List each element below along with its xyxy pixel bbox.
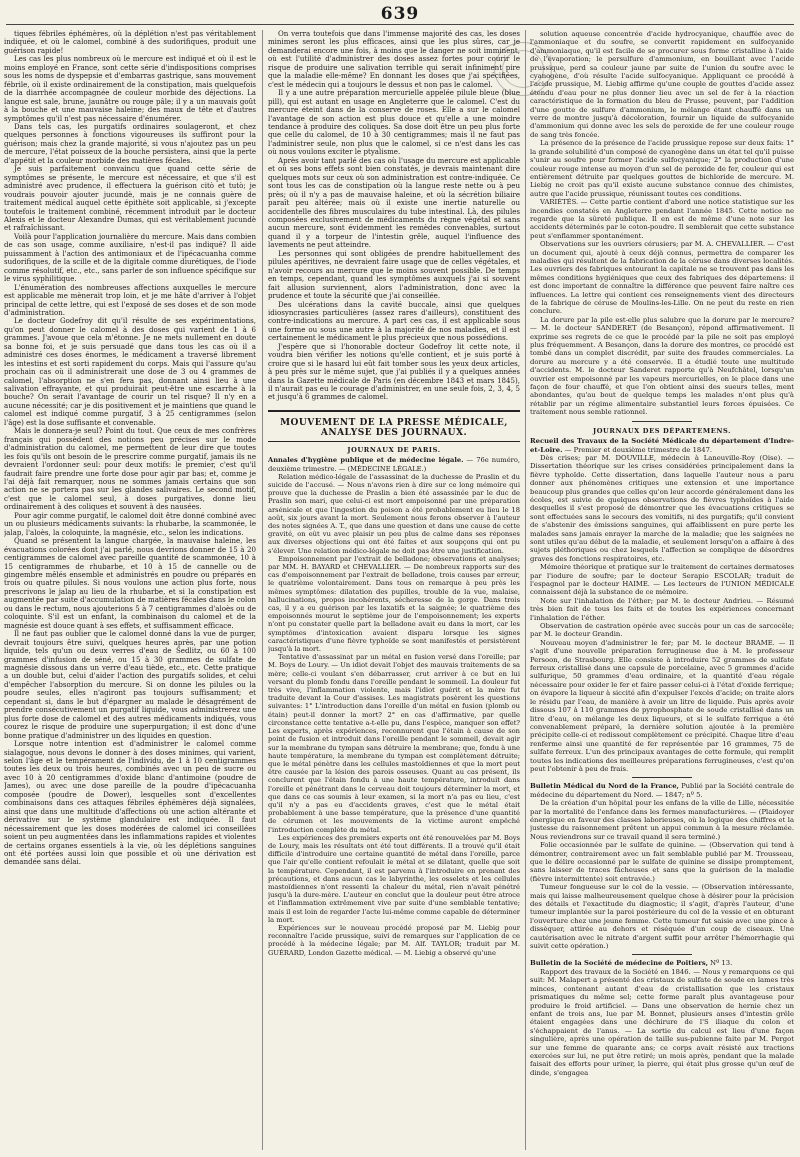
paragraph: solution aqueuse concentrée d'acide hydrocyanique, chauffée avec de l'ammoniaque et du soufre, se convertit rapidement en sulfocyanide d'ammoniaque, qu'il est facile de se procurer sous forme cristalline à l'aide de l'évaporation; le persulfure d'ammonium, en bouillant avec l'acide prussique, perd sa couleur jaune par suite de l'union du soufre avec le cyanogène, d'où résulte l'acide sulfocyanique. Appliquant ce procédé à l'acide prussique, M. Liebig affirme qu'une couple de gouttes d'acide assez étendu d'eau pour ne plus donner lieu avec un sel de fer à la réaction caractéristique de la formation du bleu de Prusse, peuvent, par l'addition d'une goutte de sulfure d'ammonium, le mélange étant chauffé dans un verre de montre jusqu'à décoloration, fournir un liquide de sulfocyanide d'ammonium qui donne avec les sels de peroxide de fer une couleur rouge de sang très foncée. xyxy=(530,30,794,139)
text-column-1 xyxy=(4,30,256,1150)
paragraph: Les cas les plus nombreux où le mercure est indiqué et où il est le moins employé en France, sont cette série d'indispositions comprises sous les noms de dyspepsie et d'embarras gastrique, sans mouvement fébrile, où il existe ordinairement de la constipation, mais quelquefois de la diarrhée accompagnée de couleur morbide des déjections. La langue est sale, brune, jaunâtre ou rouge pâle; il y a un mauvais goût à la bouche et une mauvaise haleine; des maux de tête et d'autres symptômes qu'il n'est pas nécessaire d'énumérer. xyxy=(4,54,256,123)
paragraph: Folie occasionnée par le sulfate de quinine. — (Observation qui tend à démontrer, contrairement avec un fait semblable publié par M. Trousseau, que le délire occasionné par le sulfate de quinine se dissipe promptement, sans laisser de traces fâcheuses et sans que la guérison de la maladie (fièvre intermittente) soit entravée.) xyxy=(530,841,794,883)
journal-issue: — Premier et deuxième trimestre de 1847. xyxy=(562,445,713,454)
paragraph: Rapport des travaux de la Société en 1846. — Nous y remarquons ce qui suit: M. Malapert a présenté des cristaux de sulfate de soude en lames très minces, contenant autant d'eau de cristallisation que les cristaux prismatiques du même sel; cette forme paraît plus avantageuse pour produire le froid artificiel. — Dans une observation de hernie chez un enfant de trois ans, lue par M. Bonnet, plusieurs anses d'intestin grêle étaient engagées dans une déchirure de l'S iliaque du colon et s'échappaient de l'anus. — La sortie du calcul est lieu d'une façon singulière, après une opération de taille sus-pubienne faite par M. Pergot sur une femme de quarante ans; ce corps avait résisté aux tractions exercées sur lui, ne put être retiré; un mois après, pendant que la malade faisait des efforts pour uriner, la pierre, qui était plus grosse qu'un œuf de dinde, s'engagea xyxy=(530,967,794,1077)
paragraph: Tumeur fongueuse sur le col de la vessie. — (Observation intéressante, mais qui laisse malheureusement quelque chose à désirer pour la précision des détails et l'exactitude du diagnostic; il s'agit, d'après l'auteur, d'une tumeur implantée sur la paroi postérieure du col de la vessie et en obturant l'ouverture chez une jeune femme. Cette tumeur fut saisie avec une pince à dissèquer, attirée au dehors et réséquée d'un coup de ciseaux. Une cautérisation avec le nitrate d'argent suffit pour arrêter l'hémorrhagie qui suivit cette opération.) xyxy=(530,883,794,951)
text-column-3 xyxy=(530,30,794,1150)
paragraph: Observations sur les ouvriers cérusiers; par M. A. CHEVALLIER. — C'est un document qui, ajouté à ceux déjà connus, permettra de comparer les maladies qui résultent de la fabrication de la céruse dans diverses localités. Les ouvriers des fabriques entourant la capitale ne se trouvent pas dans les mêmes conditions hygiéniques que ceux des fabriques des départemens: il est donc important de connaître la différence que peuvent faire naître ces influences. La lettre qui contient ces renseignements vient des directeurs de la fabrique de céruse de Moulins-les-Lille. On ne peut du reste en rien conclure. xyxy=(530,240,794,316)
text-column-2 xyxy=(268,30,520,1150)
paragraph: L'énumération des nombreuses affections auxquelles le mercure est applicable me mènerait trop loin, et je me hâte d'arriver à l'objet principal de cette lettre, qui est l'exposé de ses doses et de son mode d'administration. xyxy=(4,282,256,317)
paragraph: Pour agir comme purgatif, le calomel doit être donné combiné avec un ou plusieurs médicaments suivants: la rhubarbe, la scammonée, le jalap, l'aloès, la coloquinte, la magnésie, etc., selon les indications. xyxy=(4,510,256,537)
paragraph: On verra toutefois que dans l'immense majorité des cas, les doses minimes seront les plus efficaces, ainsi que les plus sûres, car je demanderai encore une fois, à moins que le danger ne soit imminent, où est l'utilité d'administrer des doses assez fortes pour courir le risque de produire une salivation terrible qui serait infiniment pire que la maladie elle-même? En donnant les doses que j'ai spécifiées, c'est le médecin qui a toujours le dessus et non pas le calomel. xyxy=(268,30,520,89)
paragraph: J'espère que si l'honorable docteur Godefroy lit cette note, il voudra bien vérifier les notions qu'elle contient, et je suis porté à croire que si le hasard lui eût fait tomber sous les yeux deux articles, à peu près sur le même sujet, que j'ai publiés il y a quelques années dans la Gazette médicale de Paris (en décembre 1843 et mars 1845), il n'aurait pas eu le courage d'administrer, en une seule fois, 2, 3, 4, 5 et jusqu'à 6 grammes de calomel. xyxy=(268,341,520,402)
paragraph: Dès crises; par M. DOUVILLE, médecin à Laneuville-Roy (Oise). — Dissertation théorique sur les crises considérées principalement dans la fièvre typhoïde. Cette dissertation, dans laquelle l'auteur nous a paru donner aux phénomènes critiques une extension et une importance beaucoup plus grandes que celles qu'on leur accorde généralement dans les écoles, est suivie de quelques observations de fièvres typhoïdes à l'aide desquelles il s'est proposé de démontrer que les évacuations critiques se sont effectuées sans le secours des vomitifs, ni des purgatifs; qu'il convient de s'abstenir des émissions sanguines, qui affaiblissent en pure perte les malades sans jamais enrayer la marche de la maladie; que les saignées ne sont utiles qu'au début de la maladie, et seulement lorsqu'on a affaire à des sujets pléthoriques ou chez lesquels l'affection se complique de désordres graves des fonctions respiratoires, etc. xyxy=(530,453,794,563)
column-divider xyxy=(525,30,526,1150)
divider xyxy=(632,954,692,955)
journal-heading xyxy=(530,437,794,454)
journal-name: Bulletin de la Société de médecine de Poitiers, xyxy=(530,959,709,968)
paragraph: Quand se présentent la langue chargée, la mauvaise haleine, les évacuations colorées dont j'ai parlé, nous devrions donner de 15 à 20 centigrammes de calomel avec pareille quantité de scammonée, 10 à 15 centigrammes de rhubarbe, et 10 à 15 de cannelle ou de gingembre mêlés ensemble et administrés en poudre ou préparés en trois ou quatre pilules. Si nous voulons une action plus forte, nous prescrivons le jalap au lieu de la rhubarbe, et si la constipation est augmentée par suite d'accumulation de matières fécales dans le colon ou dans le rectum, nous ajouterions 5 à 7 centigrammes d'aloès ou de coloquinte. S'il est un enfant, la combinaison du calomel et de la magnésie est douce quant à ses effets, et suffisamment efficace. xyxy=(4,536,256,630)
section-rule xyxy=(268,441,520,442)
journal-name: Bulletin Médical du Nord de la France, xyxy=(530,782,679,791)
paragraph: Mémoire théorique et pratique sur le traitement de certaines dermatoses par l'iodure de soufre; par le docteur Serapio ESCOLAR; traduit de l'espagnol par le docteur HAIME. — Les lecteurs de l'UNION MÉDICALE connaissent déjà la substance de ce mémoire. xyxy=(530,563,794,597)
paragraph: Voilà pour l'application journalière du mercure. Mais dans combien de cas son usage, comme auxiliaire, n'est-il pas indiqué? Il aide puissamment à l'action des antimoniaux et de l'ipécacuanha comme sudorifiques, de la scille et de la digitale comme diurétiques, de l'iode comme résolutif, etc., etc., sans parler de son influence spécifique sur le virus syphilitique. xyxy=(4,231,256,284)
page-number: 639 xyxy=(380,4,420,24)
paragraph: Des ulcérations dans la cavité buccale, ainsi que quelques idiosyncrasies particulières (assez rares d'ailleurs), constituent des contre-indications au mercure. A part ces cas, il est applicable sous une forme ou sous une autre à la majorité de nos maladies, et il est certainement le médicament le plus précieux que nous possédions. xyxy=(268,299,520,343)
paragraph: Il ne faut pas oublier que le calomel donné dans la vue de purger, devrait toujours être suivi, quelques heures après, par une potion liquide, tels qu'un ou deux verres d'eau de Sedlitz, ou 60 à 100 grammes d'infusion de séné, ou 15 à 30 grammes de sulfate de magnésie dissous dans un verre d'eau tiède, etc., etc. Cette pratique a un double but, celui d'aider l'action des purgatifs solides, et celui d'empêcher l'absorption du mercure. Si on donne les pilules ou la poudre seules, elles n'agiront pas toujours suffisamment; et cependant si, dans le but d'épargner au malade le désagrément de prendre consécutivement un purgatif liquide, vous administrerez une plus forte dose de calomel et des autres médicaments indiqués, vous courez le risque de produire une superpurgation; il est donc d'une bonne pratique d'administrer un des liquides en question. xyxy=(4,629,256,740)
paragraph: Après avoir tant parlé des cas où l'usage du mercure est applicable et où ses bons effets sont bien constatés, je devrais maintenant dire quelques mots sur ceux où son administration est contre-indiquée. Ce sont tous les cas de constipation où la langue reste nette ou à peu près; où il n'y a pas de mauvaise haleine, et où la sécrétion biliaire paraît peu altérée; mais où il existe une inertie naturelle ou accidentelle des fibres musculaires du tube intestinal. Là, des pilules composées exclusivement de médicaments du règne végétal et sans aucun mercure, sont évidemment les remèdes convenables, surtout quand il y a torpeur de l'intestin grêle, auquel l'influence des lavements ne peut atteindre. xyxy=(268,155,520,250)
paris-journals-header: JOURNAUX DE PARIS. xyxy=(347,445,441,454)
paragraph: tiques fébriles éphémères, où la déplétion n'est pas véritablement indiquée, et où le calomel, combiné à des sudorifiques, produit une guérison rapide! xyxy=(4,30,256,55)
paragraph: VARIÉTÉS. — Cette partie contient d'abord une notice statistique sur les incendies constatés en Angleterre pendant l'année 1845. Cette notice ne regarde que la sûreté publique. Il en est de même d'une note sur les accidents déterminés par le coton-poudre. Il semblerait que cette substance peut s'enflammer spontanément. xyxy=(530,198,794,240)
paragraph: La présence de la présence de l'acide prussique repose sur deux faits: 1° la grande solubilité d'un composé de cyanogène dans un état tel qu'il puisse s'unir au soufre pour former l'acide sulfocyanique; 2° la production d'une couleur rouge intense au moyen d'un sel de peroxide de fer, couleur qui est entièrement détruite par quelques gouttes de bichloride de mercure. M. Liebig ne croit pas qu'il existe aucune substance connue des chimistes, autre que l'acide prussique, réunissant toutes ces conditions. xyxy=(530,139,794,198)
journal-heading xyxy=(530,782,794,799)
paragraph: La dorure par la pile est-elle plus salubre que la dorure par le mercure? — M. le docteur SANDERET (de Besançon), répond affirmativement. Il exprime ses regrets de ce que le procédé par la pile ne soit pas employé plus fréquemment. A Besançon, dans la dorure des montres, ce procédé est tombé dans un complet discrédit, par suite des fraudes commerciales. La dorure au mercure y a été conservée. Il a étudié toute une multitude d'accidents. M. le docteur Sanderet rapporte qu'à Neufchâtel, lorsqu'un ouvrier est empoisonné par les vapeurs mercurielles, on le place dans une façon de four chauffé, et que l'on obtient ainsi des sueurs telles, ment abondantes, qu'au bout de quelque temps les malades n'ont plus qu'à rétablir par un régime alimentaire substantiel leurs forces épuisées. Ce traitement nous semble rationnel. xyxy=(530,315,794,417)
section-title: MOUVEMENT DE LA PRESSE MÉDICALE, ANALYSE DES JOURNAUX. xyxy=(268,410,520,439)
paragraph: De la création d'un hôpital pour les enfans de la ville de Lille, nécessitée par la mortalité de l'enfance dans les fermes manufacturières. — (Plaidoyer énergique en faveur des classes laborieuses, où la logique des chiffres et la justesse du raisonnement prêtent un appui commun à la mesure réclamée. Nous reviendrons sur ce travail quand il sera terminé.) xyxy=(530,799,794,841)
journal-issue: Publié par la Société centrale de médecine du département du Nord. — 1847; nº 5. xyxy=(530,782,794,799)
journal-issue: Nº 13. xyxy=(708,959,733,968)
divider xyxy=(632,421,692,422)
journal-name: Annales d'hygiène publique et de médecine légale. xyxy=(268,456,464,465)
paragraph: Expériences sur le nouveau procédé proposé par M. Liebig pour reconnaître l'acide prussique, suivi de remarques sur l'application de ce procédé à la médecine légale; par M. Alf. TAYLOR; traduit par M. GUÉRARD, London Gazette médical. — M. Liebig a observé qu'une xyxy=(268,923,520,957)
journal-heading xyxy=(268,456,520,472)
paragraph: Lorsque notre intention est d'administrer le calomel comme sialagogue, nous devons le donner à des doses minimes, qui varient, selon l'âge et le tempérament de l'individu, de 1 à 10 centigrammes toutes les deux ou trois heures, combinés avec un peu de sucre ou avec 10 à 20 centigrammes d'oxide blanc d'antimoine (poudre de James), ou avec une dose pareille de la poudre d'ipécacuanha composée (poudre de Dower), lesquelles sont d'excellentes combinaisons dans ces attaques fébriles éphémères déjà signalées, ainsi que dans une multitude d'affections où une action altérante et dérivative sur le système glandulaire est indiquée. Il faut nécessairement que les doses modérées de calomel ici conseillées soient un peu augmentées dans les inflammations rapides et violentes de certains organes essentiels à la vie, où les déplétions sanguines ont été portées aussi loin que possible et où une dérivation est demandée sans délai. xyxy=(4,739,256,867)
paragraph: Tentative d'assassinat par un métal en fusion versé dans l'oreille; par M. Boys de Loury. — Un idiot devait l'objet des mauvais traitements de sa mère; celle-ci voulant s'en débarrasser, crut arriver à ce but en lui versant du plomb fondu dans l'oreille pendant le sommeil. La douleur fut très vive, l'inflammation violente, mais l'idiot guérit et la mère fut traduite devant la Cour d'assises. Les magistrats posèrent les questions suivantes: 1° L'introduction dans l'oreille d'un métal en fusion (plomb ou étain) peut-il donner la mort? 2° en cas d'affirmative, par quelle circonstance cette tentative a-t-elle pu, dans l'espèce, manquer son effet? Les experts, après expériences, reconnurent que l'étain à cause de son point de fusion et introduit dans l'oreille pendant le sommeil, devait agir sur la membrane du tympan sans détruire la membrane; que, fondu à une haute température, la membrane du tympan est complètement détruite; que le métal pénètre dans les cellules mastoïdiennes et que la mort peut être causée par la lésion des parois osseuses. Quant au cas présent, ils conclurent que l'étain fondu à une haute température, introduit dans l'oreille et pénétrant dans le cerveau doit toujours déterminer la mort, et que dans ce cas soumis à leur examen, si la mort n'a pas eu lieu, c'est qu'il n'y a pas eu d'accidents graves, c'est que le métal était probablement à une basse température, que la présence d'une quantité de cérumen et les mouvements de la victime auront empêché l'introduction complète du métal. xyxy=(268,653,520,834)
paragraph: Dans tels cas, les purgatifs ordinaires soulageront, et chez quelques personnes à fonctions vigoureuses ils suffiront pour la guérison; mais chez la grande majorité, si vous n'ajoutez pas un peu de mercure, l'état poisseux de la bouche persistera, ainsi que la perte d'appétit et la couleur morbide des matières fécales. xyxy=(4,121,256,165)
paragraph: Je suis parfaitement convaincu que quand cette série de symptômes se présente, le mercure est nécessaire, et que s'il est administré avec prudence, il effectuera la guérison citò et tutò; je voudrais pouvoir ajouter jucundè, mais je ne connais guère de traitement médical auquel cette épithète soit applicable, si j'excepte toutefois le traitement combiné, récemment introduit par le docteur Alexis et le docteur Alexandre Dumas, qui est véritablement jucundè et rafraîchissant. xyxy=(4,164,256,233)
paragraph: Le docteur Godefroy dit qu'il résulte de ses expérimentations, qu'on peut donner le calomel à des doses qui varient de 1 à 6 grammes. J'avoue que cela m'étonne. Je ne mets nullement en doute sa bonne foi, et je suis persuadé que dans tous les cas où il a administré ces doses énormes, le médicament a traversé librement les intestins et est sorti rapidement du corps. Mais qui l'assure qu'au prochain cas où il administrerait une dose de 3 ou 4 grammes de calomel, l'absorption ne s'en fera pas, donnant ainsi lieu à une salivation effrayante, et qui produirait peut-être une escarrhe à la bouche? On serait l'avantage de courir un tel risque? Il n'y en a aucune nécessité; car je dis positivement et je maintiens que quand le calomel est indiqué comme purgatif, 3 à 25 centigrammes (selon l'âge) est la dose suffisante et convenable. xyxy=(4,316,256,427)
journal-heading xyxy=(530,959,794,967)
journal-issue: — 76e numéro, deuxième trimestre. — (MÉDECINE LÉGALE.) xyxy=(268,456,520,473)
column-divider xyxy=(262,30,263,1150)
paragraph: Mais le donnera-je seul? Point du tout. Que ceux de mes confrères français qui possèdent des notions peu précises sur le mode d'administration du calomel, me permettent de leur dire que toutes les fois qu'ils ont besoin de le prescrire comme purgatif, jamais ils ne devraient l'ordonner seul: pour deux motifs: le premier, c'est qu'il faudrait faire prendre une forte dose pour agir par bas; et, comme je l'ai déjà fait remarquer, nous ne sommes jamais certains que son action ne se portera pas sur les glandes salivaires. Le second motif, c'est que le calomel seul, à doses purgatives, donne lieu ordinairement à des coliques et souvent à des nausées. xyxy=(4,426,256,512)
divider xyxy=(632,777,692,778)
header-rule xyxy=(6,24,794,25)
paragraph: Nouveau moyen d'administrer le fer; par M. le docteur BRAME. — Il s'agit d'une nouvelle préparation ferrugineuse due à M. le professeur Persoon, de Strasbourg. Elle consiste à introduire 52 grammes de sulfate ferreux cristallisé dans une capsule de porcelaine, avec 5 grammes d'acide sulfurique, 50 grammes d'eau ordinaire, et la quantité d'eau régale nécessaire pour oxider le fer et faire passer celui-ci à l'état d'oxide ferrique; on évapore la liqueur à siccité afin d'expulser l'excès d'acide; on traite alors le résidu par l'eau, de manière à avoir un litre de liquide. Puis après avoir dissous 107 à 110 grammes de pyrophosphate de soude cristallisé dans un litre d'eau, on mélange les deux liqueurs, et si le sulfate ferrique a été convenablement préparé, la dernière solution ajoutée à la première précipite celle-ci et redissout complètement ce précipité. Chaque litre d'eau renferme ainsi une quantité de fer représentée par 16 grammes, 75 de sulfate ferreux. L'un des principaux avantages de cette formule, qui remplit toutes les indications des meilleures préparations ferrugineuses, c'est qu'on peut l'obtenir à peu de frais. xyxy=(530,638,794,773)
paragraph: Il y a une autre préparation mercurielle appelée pilule bleue (blue pill), qui est autant en usage en Angleterre que le calomel. C'est du mercure éteint dans de la conserve de roses. Elle a sur le calomel l'avantage de son action est plus douce et qu'elle a une moindre tendance à produire des coliques. Sa dose doit être un peu plus forte que celle du calomel, de 10 à 30 centigrammes; mais il ne faut pas l'administrer seule, non plus que le calomel, si ce n'est dans les cas où nous voulons exciter le ptyalisme. xyxy=(268,88,520,157)
journal-reviews xyxy=(268,456,520,956)
paragraph: Les personnes qui sont obligées de prendre habituellement des pilules apéritives, ne devraient faire usage que de celles végétales, et n'avoir recours au mercure que le moins souvent possible. De temps en temps, cependant, quand les symptômes auxquels j'ai si souvent fait allusion surviennent, alors l'administration, donc avec la prudence et toute la sécurité que j'ai conseillée. xyxy=(268,248,520,301)
paragraph: Relation médico-légale de l'assassinat de la duchesse de Praslin et du suicide de l'accusé. — Nous n'avons rien à dire sur ce long mémoire qui prouve que la duchesse de Praslin a bien été assassinée par le duc de Praslin son mari, que celui-ci est mort empoisonné par une préparation arsénicale et que l'ingestion du poison a été probablement eu lieu le 18 août, six jours avant la mort. Seulement nous ferons observer à l'auteur des notes signées A. T., que dans une question et dans une cause de cette gravité, on eût vu avec plaisir un peu plus de calme dans ses réponses aux diverses objections qui ont été faites et aux soupçons qui ont pu s'élever. Une relation médico-légale ne doit pas être une justification. xyxy=(268,472,520,555)
paragraph: Les expériences des premiers experts ont été renouvelées par M. Boys de Loury, mais les résultats ont été tout différents. Il a trouvé qu'il était difficile d'introduire une certaine quantité de métal dans l'oreille, parce que l'air qu'elle contient refoulait le métal et se dilatant, quelle que soit la température. Cependant, il est parvenu à l'introduire en prenant des précautions, et dans aucun cas le labyrinthe, les osselets et les cellules mastoïdiennes n'ont ressenti la chaleur du métal, rien n'avait pénétré jusqu'à la dure-mère. L'auteur en conclut que la douleur peut être atroce et l'inflammation extrêmement vive par suite d'une semblable tentative; mais il est loin de regarder l'acte lui-même comme capable de déterminer la mort. xyxy=(268,833,520,924)
paragraph: Observation de castration opérée avec succès pour un cas de sarcocèle; par M. le docteur Grandin. xyxy=(530,622,794,639)
journal-name: Recueil des Travaux de la Société Médicale du département d'Indre-et-Loire. xyxy=(530,437,794,454)
paragraph: Empoisonnement par l'extrait de belladone; observations et analyses; par MM. H. BAYARD et CHEVALLIER. — De nombreux rapports sur des cas d'empoisonnement par l'extrait de belladone, trois causes par erreur, le quatrième volontairement. Dans tous on remarque à peu près les mêmes symptômes: dilatation des pupilles, trouble de la vue, malaise, hallucinations, propos incohérents, sécheresse de la gorge. Dans trois cas, il y a eu guérison par les laxatifs et la saignée; le quatrième des empoisonnés mourut le septième jour de l'empoisonnement; les experts n'ont pu constater quelle part la belladone avait eu dans la mort, car les symptômes d'intoxication avaient disparu lorsque les signes caractéristiques d'une fièvre typhoïde se sont manifestés et persistèrent jusqu'à la mort. xyxy=(268,554,520,654)
paragraph: Note sur l'inhalation de l'éther; par M. le docteur Andrieu. — Résumé très bien fait de tous les faits et de toutes les expériences concernant l'inhalation de l'éther. xyxy=(530,596,794,622)
departements-journals-header: JOURNAUX DES DÉPARTEMENS. xyxy=(592,426,731,435)
